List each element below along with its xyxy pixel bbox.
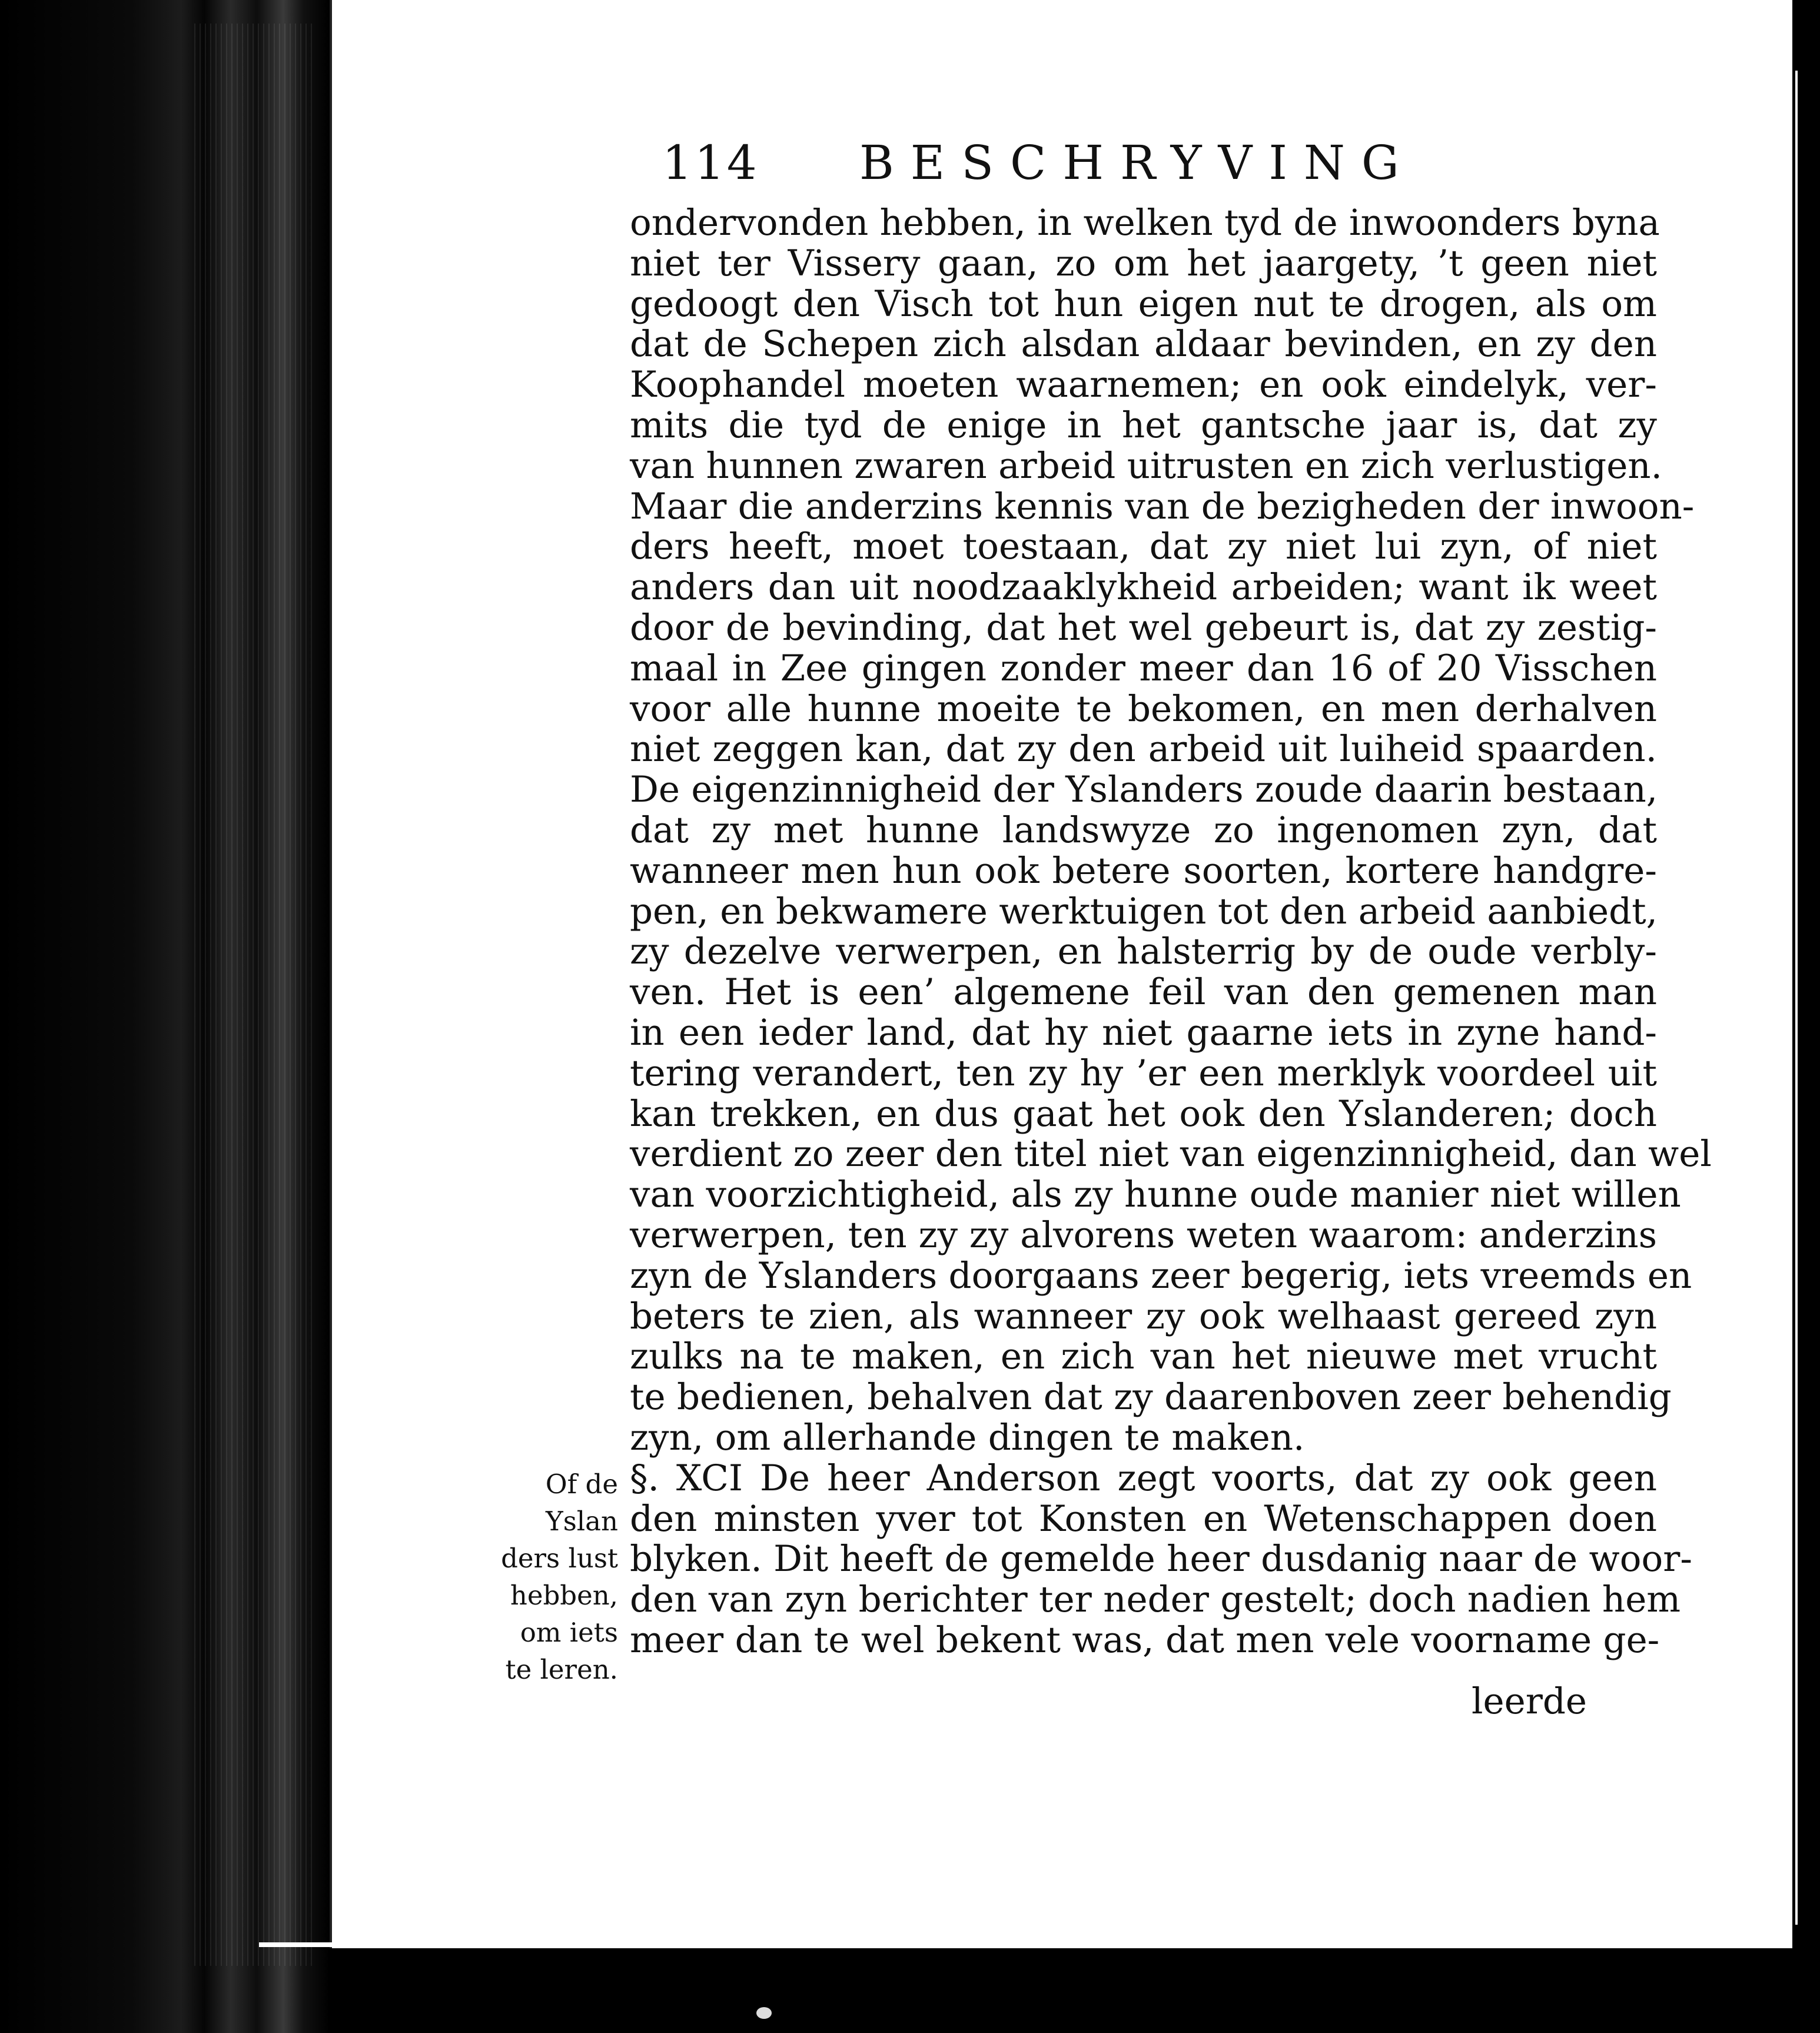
text-line: Maar die anderzins kennis van de bezigheden der inwoon- xyxy=(630,485,1695,527)
text-line: anders dan uit noodzaaklykheid arbeiden; want ik weet xyxy=(630,566,1657,609)
text-line: ven. Het is een’ algemene feil van den gemenen man xyxy=(630,971,1657,1014)
text-line: wanneer men hun ook betere soorten, kortere handgre- xyxy=(630,849,1657,892)
text-line: in een ieder land, dat hy niet gaarne iets in zyne hand- xyxy=(630,1011,1657,1054)
text-line: van voorzichtigheid, als zy hunne oude manier niet willen xyxy=(630,1174,1681,1216)
margin-note-line: hebben, xyxy=(510,1580,618,1611)
margin-note-line: ders lust xyxy=(501,1543,618,1574)
text-line: kan trekken, en dus gaat het ook den Yslanderen; doch xyxy=(630,1092,1657,1135)
scan-smudge xyxy=(756,2007,772,2019)
text-line: zy dezelve verwerpen, en halsterrig by de oude verbly- xyxy=(630,931,1657,973)
text-line: ders heeft, moet toestaan, dat zy niet lui zyn, of niet xyxy=(630,526,1657,568)
text-line: mits die tyd de enige in het gantsche jaar is, dat zy xyxy=(630,404,1657,446)
right-edge-line xyxy=(1795,71,1798,1925)
text-line: niet ter Vissery gaan, zo om het jaargety, ’t geen niet xyxy=(630,242,1657,284)
text-line: den minsten yver tot Konsten en Wetenschappen doen xyxy=(630,1497,1657,1540)
body-text xyxy=(630,202,1712,1661)
margin-note-line: te leren. xyxy=(505,1654,618,1685)
text-line: ondervonden hebben, in welken tyd de inwoonders byna xyxy=(630,202,1660,244)
text-line: dat zy met hunne landswyze zo ingenomen zyn, dat xyxy=(630,809,1657,851)
text-line: meer dan te wel bekent was, dat men vele voorname ge- xyxy=(630,1619,1660,1661)
text-line: zulks na te maken, en zich van het nieuwe met vrucht xyxy=(630,1336,1657,1378)
section-heading-line: §. XCI De heer Anderson zegt voorts, dat zy ook geen xyxy=(630,1457,1657,1499)
text-line: den van zyn berichter ter neder gestelt; doch nadien hem xyxy=(630,1579,1681,1621)
text-line: maal in Zee gingen zonder meer dan 16 of 20 Visschen xyxy=(630,647,1657,689)
margin-note-line: Yslan xyxy=(545,1506,618,1537)
margin-note-line: om iets xyxy=(520,1617,618,1648)
text-line: Koophandel moeten waarnemen; en ook eindelyk, ver- xyxy=(630,364,1657,406)
text-line: van hunnen zwaren arbeid uitrusten en zich verlustigen. xyxy=(630,444,1662,487)
running-head xyxy=(662,135,1474,200)
text-line: De eigenzinnigheid der Yslanders zoude daarin bestaan, xyxy=(630,769,1658,811)
page-edges xyxy=(194,24,312,1966)
text-line: zyn, om allerhande dingen te maken. xyxy=(630,1416,1305,1459)
page-number: 114 xyxy=(662,135,759,190)
margin-note xyxy=(491,1466,618,1688)
text-line: gedoogt den Visch tot hun eigen nut te drogen, als om xyxy=(630,283,1657,325)
text-line: verdient zo zeer den titel niet van eigenzinnigheid, dan wel xyxy=(630,1133,1712,1175)
text-line: zyn de Yslanders doorgaans zeer begerig, iets vreemds en xyxy=(630,1254,1692,1297)
text-line: dat de Schepen zich alsdan aldaar bevinden, en zy den xyxy=(630,323,1657,366)
catch-word: leerde xyxy=(1472,1680,1587,1722)
page-bottom-edge xyxy=(259,1942,1801,1947)
text-line: beters te zien, als wanneer zy ook welhaast gereed zyn xyxy=(630,1295,1657,1337)
text-line: tering verandert, ten zy hy ’er een merklyk voordeel uit xyxy=(630,1052,1657,1094)
text-line: blyken. Dit heeft de gemelde heer dusdanig naar de woor- xyxy=(630,1538,1692,1580)
text-line: te bedienen, behalven dat zy daarenboven zeer behendig xyxy=(630,1376,1672,1419)
text-line: pen, en bekwamere werktuigen tot den arbeid aanbiedt, xyxy=(630,890,1658,932)
running-title: BESCHRYVING xyxy=(859,135,1416,190)
text-line: voor alle hunne moeite te bekomen, en men derhalven xyxy=(630,687,1657,730)
margin-note-line: Of de xyxy=(545,1469,618,1500)
corner-mark xyxy=(1751,24,1778,62)
text-line: door de bevinding, dat het wel gebeurt is, dat zy zestig- xyxy=(630,606,1657,649)
text-line: verwerpen, ten zy zy alvorens weten waarom: anderzins xyxy=(630,1214,1657,1256)
text-line: niet zeggen kan, dat zy den arbeid uit luiheid spaarden. xyxy=(630,728,1657,770)
